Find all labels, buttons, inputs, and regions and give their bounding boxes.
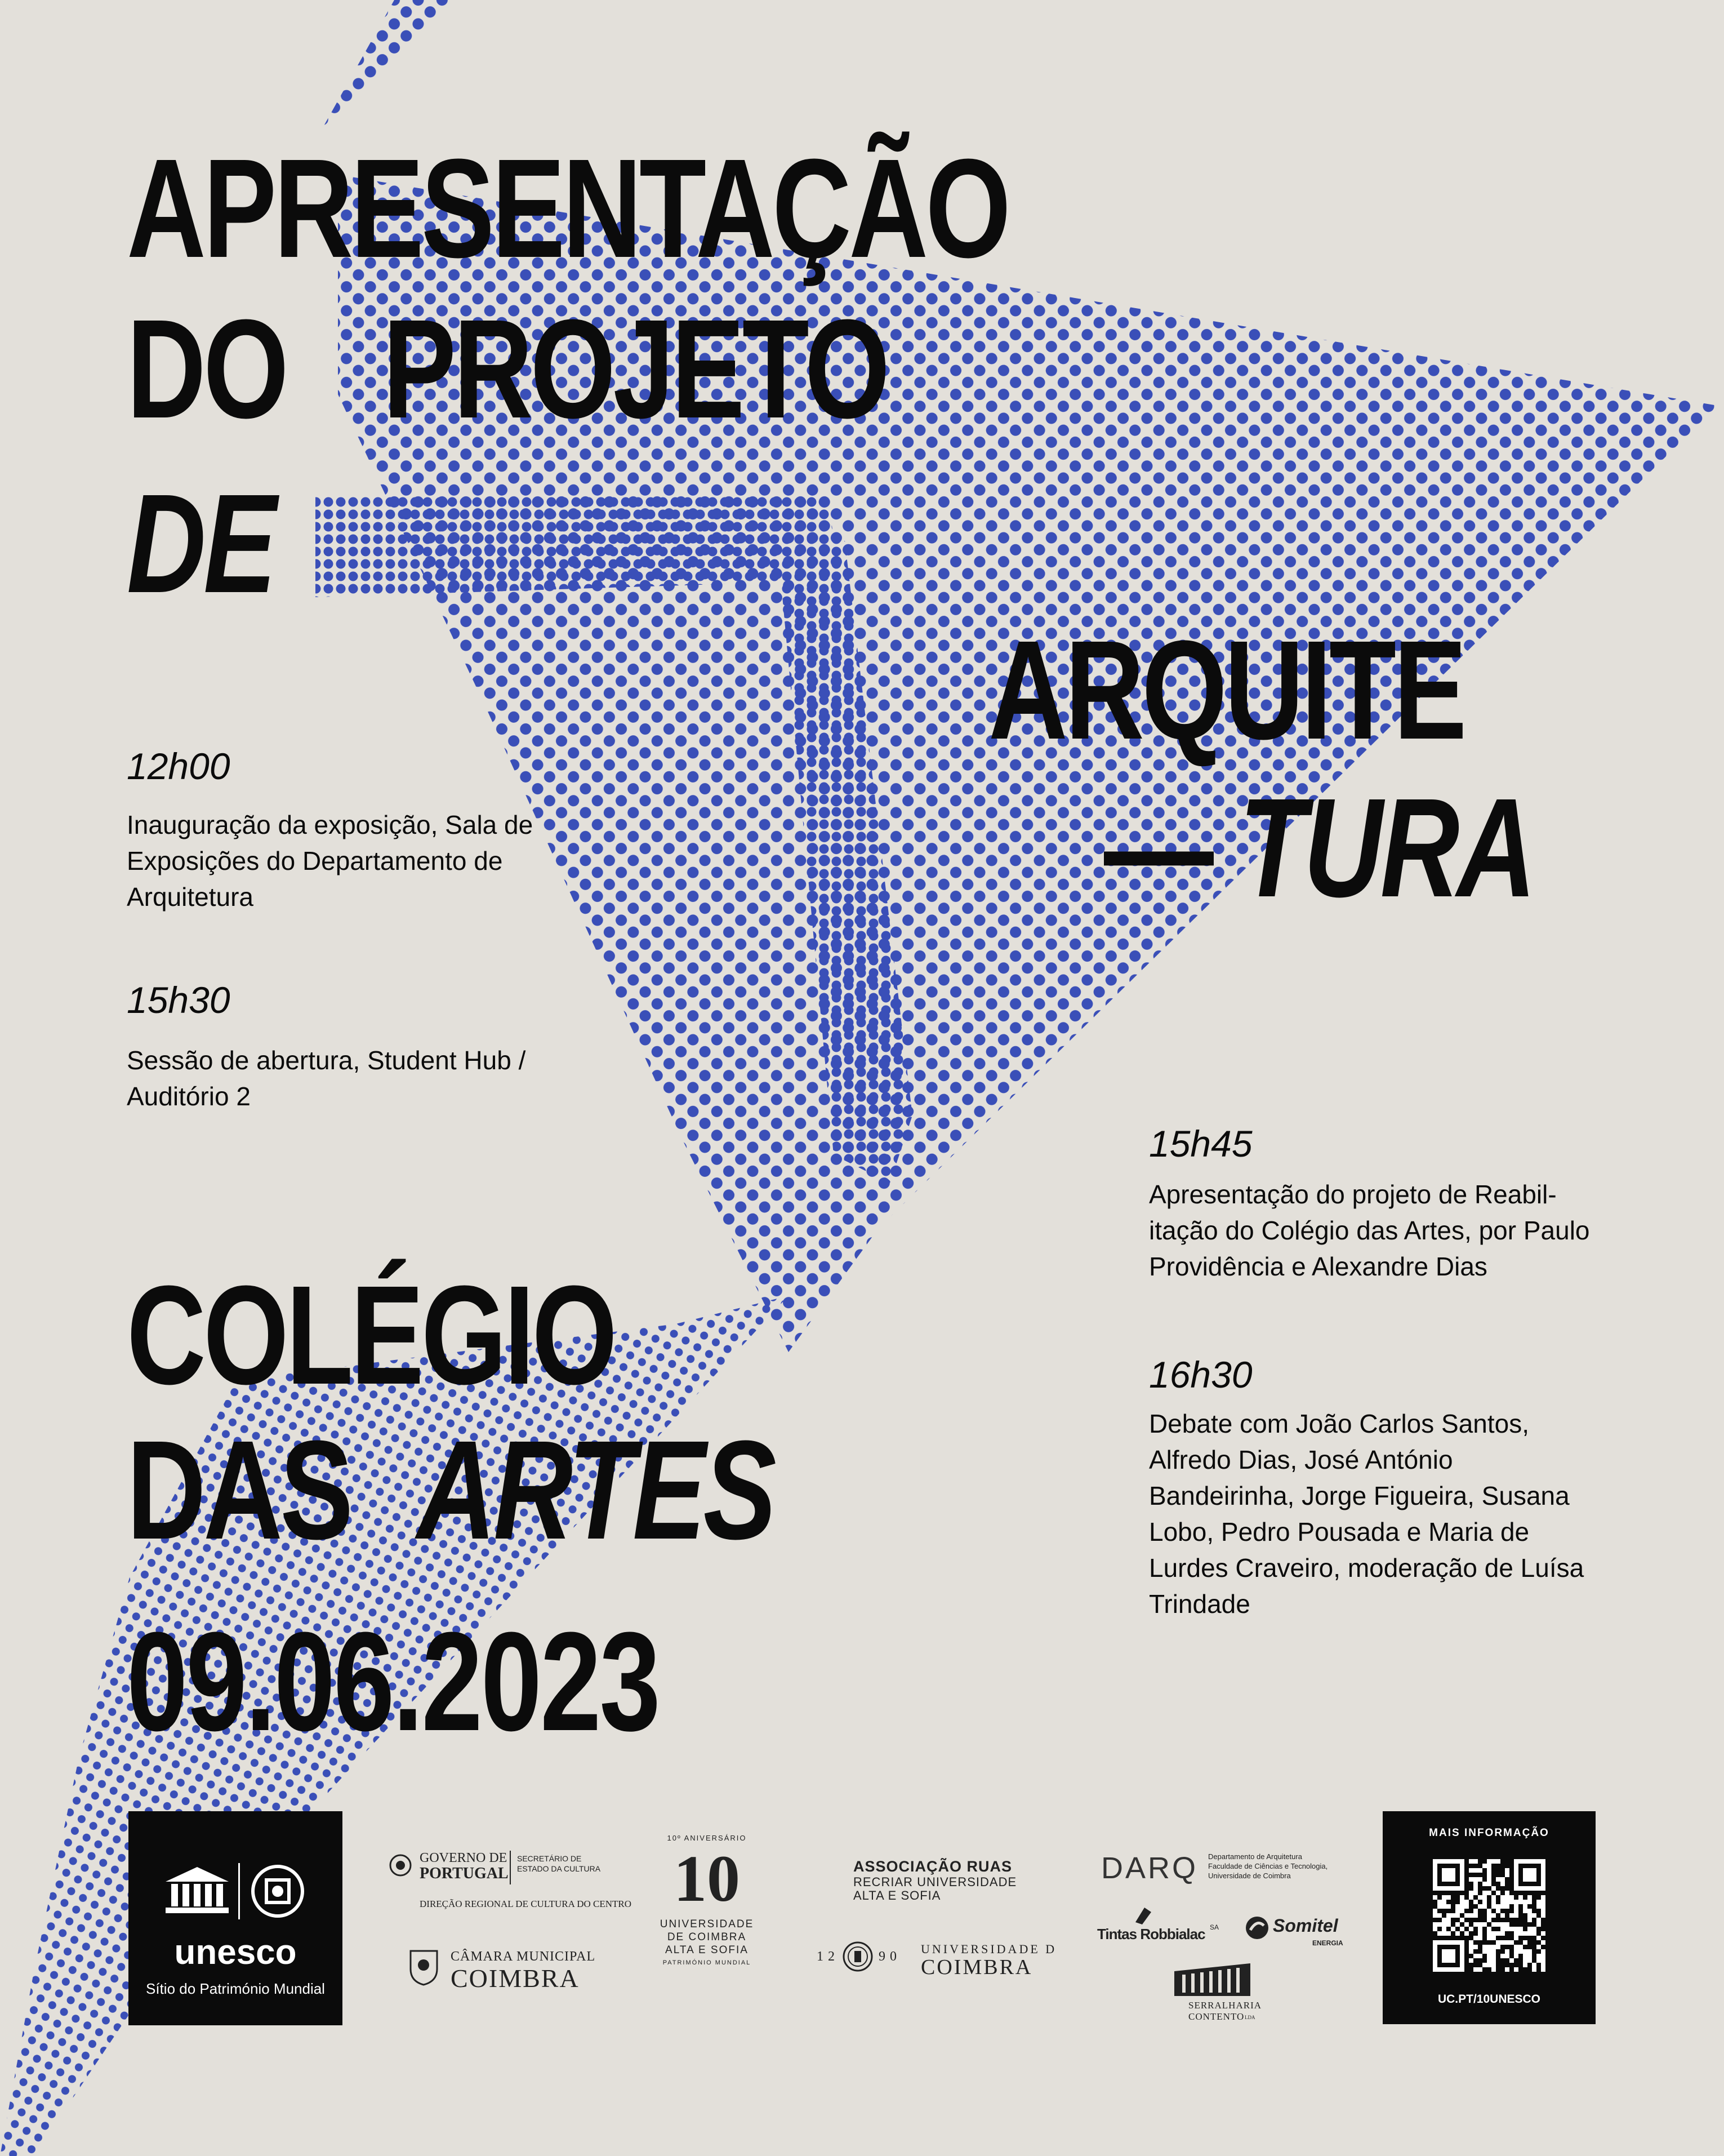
building-line-2b: ARTES xyxy=(417,1411,774,1568)
halftone-top-sliver xyxy=(315,0,451,141)
schedule-text-2: Sessão de abertura, Student Hub / Auditório 2 xyxy=(127,1046,526,1111)
schedule-time-2: 15h30 xyxy=(127,979,230,1021)
qr-code[interactable] xyxy=(1433,1859,1545,1972)
event-date: 09.06.2023 xyxy=(127,1603,659,1760)
anniversary-top: 10º ANIVERSÁRIO xyxy=(667,1834,747,1842)
serralharia-line-2: CONTENTO xyxy=(1188,2011,1245,2022)
schedule-text-1: Inauguração da exposição, Sala de Exposições do Departamento de Arquitetura xyxy=(127,810,533,912)
tintas-robbialac-suffix: SA xyxy=(1210,1923,1219,1931)
darq-line-3: Universidade de Coimbra xyxy=(1208,1872,1291,1880)
qr-block[interactable] xyxy=(1383,1811,1596,2024)
serralharia-building-icon xyxy=(1174,1963,1250,1996)
title-line-2b: PROJETO xyxy=(383,290,888,447)
darq-line-1: Departamento de Arquitetura xyxy=(1208,1852,1302,1861)
governo-divider xyxy=(510,1851,511,1884)
title-line-3: DE xyxy=(127,465,274,622)
title-line-1: APRESENTAÇÃO xyxy=(127,130,1009,287)
ruas-line-1: ASSOCIAÇÃO RUAS xyxy=(853,1858,1013,1875)
anniversary-line-1: UNIVERSIDADE xyxy=(660,1918,754,1930)
camara-line-2: COIMBRA xyxy=(451,1964,580,1993)
governo-portugal-emblem-icon xyxy=(389,1853,412,1877)
world-heritage-emblem-icon xyxy=(250,1863,306,1919)
schedule-text-3: Apresentação do projeto de Reabil-itação do Colégio das Artes, por Paulo Providência e Alexandre Dias xyxy=(1149,1180,1590,1281)
qr-url[interactable]: UC.PT/10UNESCO xyxy=(1437,1993,1541,2006)
title-line-2a: DO xyxy=(127,290,287,447)
anniversary-number: 10 xyxy=(674,1842,740,1915)
uc-year-right: 90 xyxy=(879,1949,901,1964)
unesco-divider xyxy=(238,1863,240,1919)
somitel-swirl-icon xyxy=(1245,1915,1269,1940)
unesco-caption: Sítio do Património Mundial xyxy=(146,1980,325,1997)
uc-year-left: 12 xyxy=(817,1949,839,1964)
anniversary-line-2: DE COIMBRA xyxy=(667,1931,747,1943)
anniversary-line-3: ALTA E SOFIA xyxy=(665,1944,749,1956)
camara-line-1: CÂMARA MUNICIPAL xyxy=(451,1949,596,1964)
schedule-time-4: 16h30 xyxy=(1149,1354,1253,1395)
anniversary-bottom: PATRIMÓNIO MUNDIAL xyxy=(662,1959,751,1966)
unesco-logo-block xyxy=(128,1811,342,2025)
somitel-sub: ENERGIA xyxy=(1312,1939,1343,1947)
schedule-time-3: 15h45 xyxy=(1149,1123,1253,1164)
uc-line-1: UNIVERSIDADE D xyxy=(921,1942,1057,1956)
governo-line-1: GOVERNO DE xyxy=(420,1851,507,1865)
darq-line-2: Faculdade de Ciências e Tecnologia, xyxy=(1208,1862,1328,1870)
title-line-4: ARQUITE xyxy=(988,611,1464,768)
tintas-robbialac-name: Tintas Robbialac xyxy=(1097,1926,1205,1942)
title-line-5: TURA xyxy=(1239,769,1534,926)
uc-seal-icon xyxy=(842,1941,874,1972)
building-line-1: COLÉGIO xyxy=(127,1256,615,1413)
building-line-2a: DAS xyxy=(127,1411,351,1568)
serralharia-line-1: SERRALHARIA xyxy=(1188,2000,1262,2011)
uc-line-2: COIMBRA xyxy=(921,1955,1033,1979)
governo-secretario: SECRETÁRIO DE ESTADO DA CULTURA xyxy=(517,1854,601,1873)
title-line-5-dash: — xyxy=(1104,769,1211,926)
schedule-text-4: Debate com João Carlos Santos, Alfredo Dias, José António Bandeirinha, Jorge Figueira, Susana Lobo, Pedro Pousada e Maria de Lurdes Craveiro, moderação de Luísa Trindade xyxy=(1149,1409,1584,1619)
ruas-line-2: RECRIAR UNIVERSIDADE xyxy=(853,1875,1017,1889)
coimbra-crest-icon xyxy=(408,1946,439,1986)
somitel-name: Somitel xyxy=(1273,1915,1338,1936)
ruas-line-3: ALTA E SOFIA xyxy=(853,1888,941,1902)
unesco-temple-icon xyxy=(163,1865,231,1915)
schedule-time-1: 12h00 xyxy=(127,745,230,787)
tintas-robbialac-brush-icon xyxy=(1132,1904,1155,1926)
halftone-beam xyxy=(315,496,839,597)
unesco-wordmark: unesco xyxy=(174,1933,297,1972)
qr-heading: MAIS INFORMAÇÃO xyxy=(1429,1827,1549,1839)
darq-wordmark: DARQ xyxy=(1101,1851,1199,1885)
governo-direcao: DIREÇÃO REGIONAL DE CULTURA DO CENTRO xyxy=(420,1899,632,1909)
serralharia-suffix: LDA xyxy=(1245,2015,1255,2020)
governo-line-2: PORTUGAL xyxy=(420,1865,509,1882)
